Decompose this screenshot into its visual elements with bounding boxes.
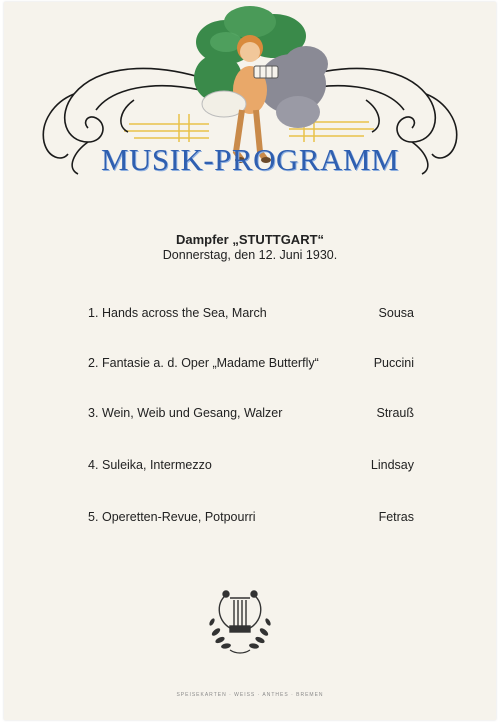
item-title: Suleika, Intermezzo bbox=[102, 458, 212, 472]
item-composer: Fetras bbox=[378, 510, 414, 524]
page-title: MUSIK-PROGRAMM bbox=[100, 142, 400, 177]
item-number: 3. bbox=[88, 406, 99, 420]
item-composer: Strauß bbox=[376, 406, 414, 420]
item-title: Fantasie a. d. Oper „Madame Butterfly“ bbox=[102, 356, 319, 370]
lyre-laurel-emblem bbox=[200, 584, 280, 662]
printer-imprint: SPEISEKARTEN · WEISS · ANTHES · BREMEN bbox=[176, 692, 324, 698]
program-date: Donnerstag, den 12. Juni 1930. bbox=[162, 248, 338, 262]
item-title: Operetten-Revue, Potpourri bbox=[102, 510, 256, 524]
item-number: 4. bbox=[88, 458, 99, 472]
ship-name: Dampfer „STUTTGART“ bbox=[175, 232, 325, 247]
item-composer: Sousa bbox=[378, 306, 414, 320]
item-number: 5. bbox=[88, 510, 99, 524]
item-number: 1. bbox=[88, 306, 99, 320]
item-composer: Lindsay bbox=[370, 458, 414, 472]
item-title: Hands across the Sea, March bbox=[102, 306, 267, 320]
item-composer: Puccini bbox=[373, 356, 414, 370]
item-title: Wein, Weib und Gesang, Walzer bbox=[102, 406, 283, 420]
item-number: 2. bbox=[88, 356, 99, 370]
menu-card bbox=[4, 2, 496, 720]
